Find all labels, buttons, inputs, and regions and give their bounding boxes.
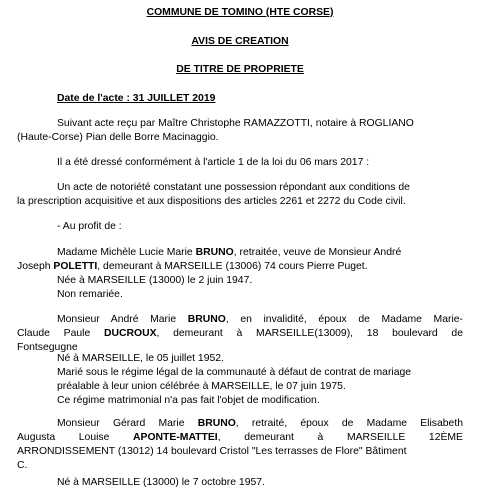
person1-surname: BRUNO <box>195 247 234 258</box>
person2-line-7: Ce régime matrimonial n'a pas fait l'objet de modification. <box>57 395 320 406</box>
date-acte: Date de l'acte : 31 JUILLET 2019 <box>57 93 216 104</box>
person3-line-3: ARRONDISSEMENT (13012) 14 boulevard Cristol "Les terrasses de Flore" Bâtiment <box>17 446 407 457</box>
person2-line-2: Claude Paule DUCROUX, demeurant à MARSEILLE(13009), 18 boulevard de <box>17 328 463 339</box>
person3-line-2: Augusta Louise APONTE-MATTEI, demeurant à MARSEILLE 12ÈME <box>17 432 463 443</box>
loi-line: Il a été dressé conformément à l'article 1 de la loi du 06 mars 2017 : <box>57 157 370 168</box>
person2-line-1: Monsieur André Marie BRUNO, en invalidité, époux de Madame Marie- <box>57 314 464 325</box>
person3-line-4: C. <box>17 460 28 471</box>
person2-spouse-surname: DUCROUX <box>103 328 157 339</box>
person1-line-2: Joseph POLETTI, demeurant à MARSEILLE (13006) 74 cours Pierre Puget. <box>17 261 368 272</box>
intro-line-1: Suivant acte reçu par Maître Christophe RAMAZZOTTI, notaire à ROGLIANO <box>57 118 414 129</box>
avis-heading: AVIS DE CREATION <box>191 36 289 47</box>
person3-surname: BRUNO <box>197 418 236 429</box>
notoriete-line-2: la prescription acquisitive et aux dispositions des articles 2261 et 2272 du Code civil. <box>17 196 406 207</box>
intro-line-2: (Haute-Corse) Pian delle Borre Macinaggio. <box>17 132 219 143</box>
person1-line-3: Née à MARSEILLE (13000) le 2 juin 1947. <box>57 275 253 286</box>
titre-heading: DE TITRE DE PROPRIETE <box>176 64 304 75</box>
au-profit-line: - Au profit de : <box>57 221 122 232</box>
person3-spouse-surname: APONTE-MATTEI <box>133 432 218 443</box>
person3-line-1: Monsieur Gérard Marie BRUNO, retraité, époux de Madame Elisabeth <box>57 418 463 429</box>
person2-line-5: Marié sous le régime légal de la communauté à défaut de contrat de mariage <box>57 367 412 378</box>
person2-line-4: Né à MARSEILLE, le 05 juillet 1952. <box>57 353 224 364</box>
person2-line-6: préalable à leur union célébrée à MARSEILLE, le 07 juin 1975. <box>57 381 346 392</box>
person1-line-1: Madame Michèle Lucie Marie BRUNO, retraitée, veuve de Monsieur André <box>57 247 402 258</box>
person2-line-3: Fontsegugne <box>17 342 78 353</box>
person2-surname: BRUNO <box>187 314 226 325</box>
person1-spouse-surname: POLETTI <box>53 261 98 272</box>
commune-heading: COMMUNE DE TOMINO (HTE CORSE) <box>146 7 334 18</box>
notoriete-line-1: Un acte de notoriété constatant une possession répondant aux conditions de <box>57 182 410 193</box>
person1-line-4: Non remariée. <box>57 289 123 300</box>
person3-line-5: Né à MARSEILLE (13000) le 7 octobre 1957. <box>57 477 265 488</box>
